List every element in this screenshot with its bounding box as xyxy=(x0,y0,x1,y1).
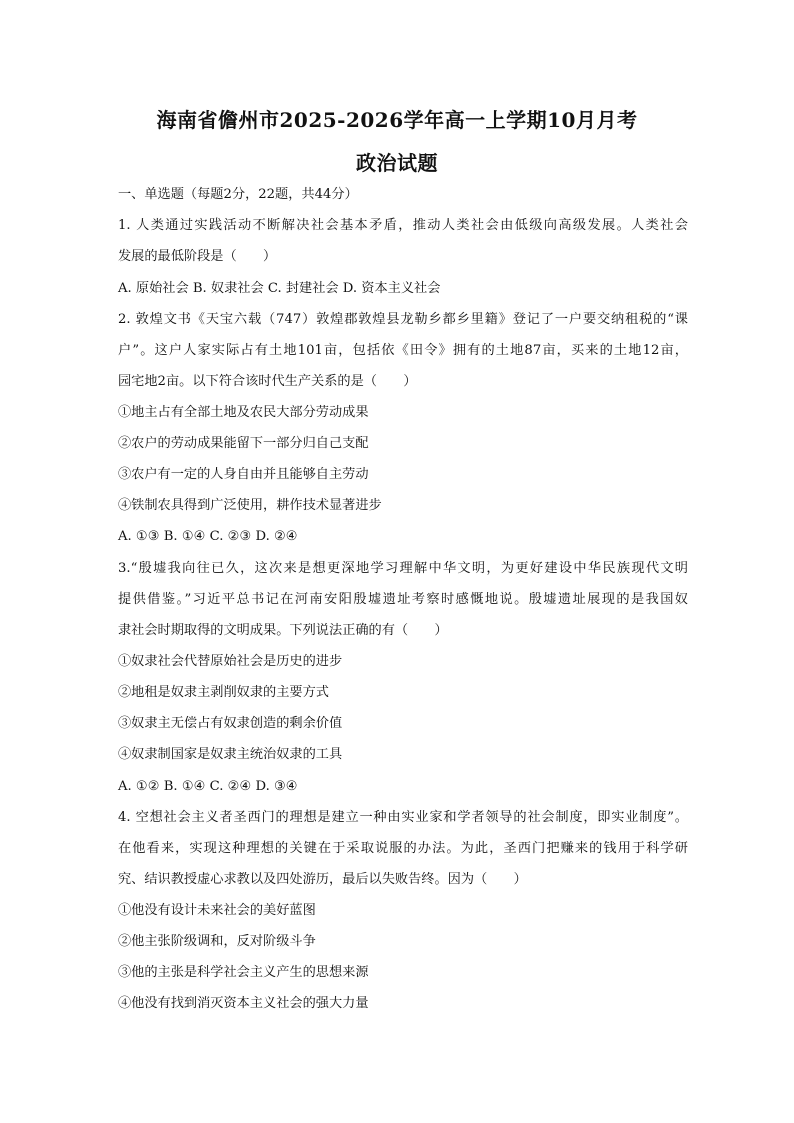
question-1-line-1: 1. 人类通过实践活动不断解决社会基本矛盾，推动人类社会由低级向高级发展。人类社会 xyxy=(118,218,688,233)
question-3-option-4: ④奴隶制国家是奴隶主统治奴隶的工具 xyxy=(118,747,343,762)
question-1-line-2: 发展的最低阶段是（ ） xyxy=(118,249,277,264)
question-3-line-3: 隶社会时期取得的文明成果。下列说法正确的有（ ） xyxy=(118,623,448,638)
question-2-option-1: ①地主占有全部土地及农民大部分劳动成果 xyxy=(118,405,369,420)
question-2-line-1: 2. 敦煌文书《天宝六载（747）敦煌郡敦煌县龙勒乡都乡里籍》登记了一户要交纳租税的“课 xyxy=(118,312,688,327)
question-2-answers: A. ①③ B. ①④ C. ②③ D. ②④ xyxy=(118,529,298,544)
question-3-line-1: 3.“殷墟我向往已久，这次来是想更深地学习理解中华文明，为更好建设中华民族现代文明 xyxy=(118,561,688,576)
question-2-option-2: ②农户的劳动成果能留下一部分归自己支配 xyxy=(118,436,369,451)
question-3-option-2: ②地租是奴隶主剥削奴隶的主要方式 xyxy=(118,685,329,700)
question-2-option-4: ④铁制农具得到广泛使用，耕作技术显著进步 xyxy=(118,498,382,513)
question-4-option-2: ②他主张阶级调和，反对阶级斗争 xyxy=(118,934,316,949)
subject-title: 政治试题 xyxy=(356,151,438,175)
question-3-option-3: ③奴隶主无偿占有奴隶创造的剩余价值 xyxy=(118,716,343,731)
question-4-option-1: ①他没有设计未来社会的美好蓝图 xyxy=(118,903,316,918)
question-4-line-2: 在他看来，实现这种理想的关键在于采取说服的办法。为此，圣西门把赚来的钱用于科学研 xyxy=(118,841,688,856)
question-4-option-3: ③他的主张是科学社会主义产生的思想来源 xyxy=(118,965,369,980)
question-3-answers: A. ①② B. ①④ C. ②④ D. ③④ xyxy=(118,779,298,794)
question-4-line-1: 4. 空想社会主义者圣西门的理想是建立一种由实业家和学者领导的社会制度，即实业制度”。 xyxy=(118,810,688,825)
question-3-line-2: 提供借鉴。”习近平总书记在河南安阳殷墟遗址考察时感慨地说。殷墟遗址展现的是我国奴 xyxy=(118,592,688,607)
exam-title: 海南省儋州市2025-2026学年高一上学期10月月考 xyxy=(156,108,638,132)
question-3-option-1: ①奴隶社会代替原始社会是历史的进步 xyxy=(118,654,343,669)
question-4-option-4: ④他没有找到消灭资本主义社会的强大力量 xyxy=(118,996,369,1011)
question-4-line-3: 究、结识教授虚心求教以及四处游历，最后以失败告终。因为（ ） xyxy=(118,872,527,887)
question-1-answers: A. 原始社会 B. 奴隶社会 C. 封建社会 D. 资本主义社会 xyxy=(118,281,441,296)
question-2-line-2: 户”。这户人家实际占有土地101亩，包括依《田令》拥有的土地87亩，买来的土地12亩， xyxy=(118,343,688,358)
question-2-line-3: 园宅地2亩。以下符合该时代生产关系的是（ ） xyxy=(118,374,417,389)
question-2-option-3: ③农户有一定的人身自由并且能够自主劳动 xyxy=(118,467,369,482)
section-heading: 一、单选题（每题2分，22题，共44分） xyxy=(118,187,358,202)
